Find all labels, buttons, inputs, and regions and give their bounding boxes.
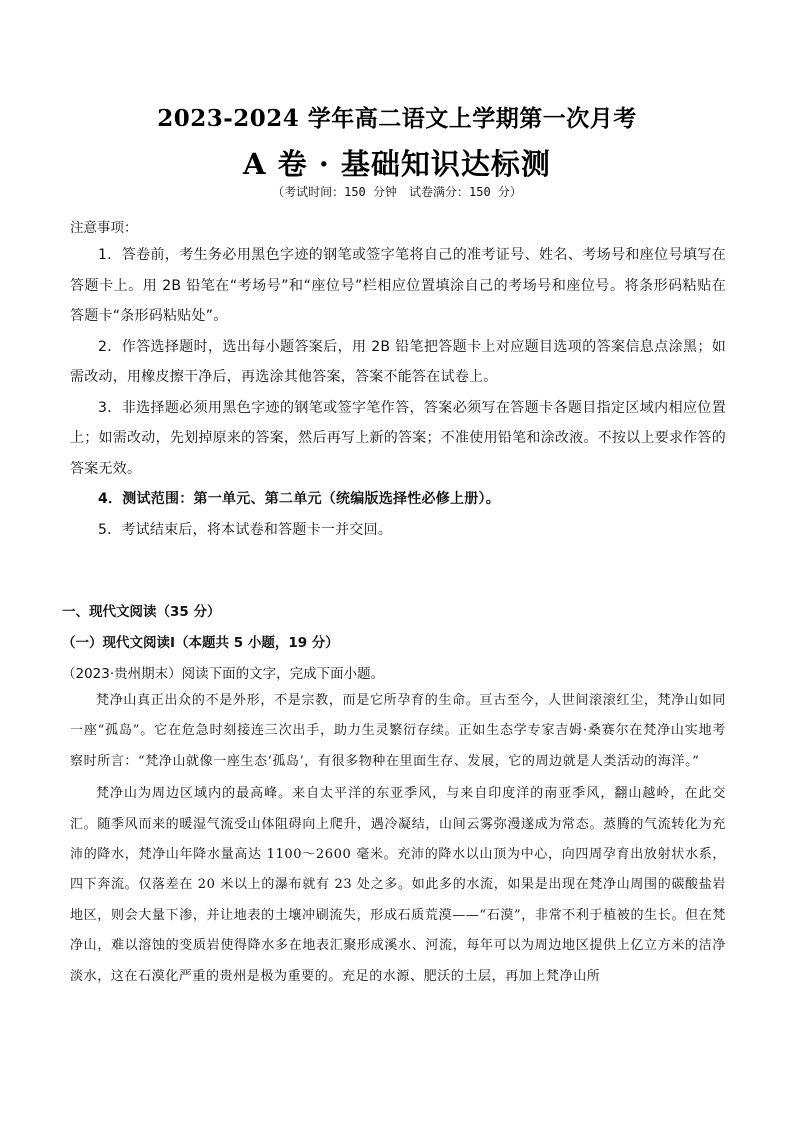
- section-heading: 一、现代文阅读（35 分）: [62, 604, 221, 620]
- notice-item-4: 4．测试范围：第一单元、第二单元（统编版选择性必修上册）。: [98, 491, 500, 507]
- notice-item-5: 5．考试结束后，将本试卷和答题卡一并交回。: [98, 521, 393, 538]
- subsection-heading: （一）现代文阅读Ⅰ（本题共 5 小题，19 分）: [62, 635, 339, 651]
- exam-subtitle: A 卷 · 基础知识达标测: [243, 147, 551, 181]
- reading-instruction: （2023·贵州期末）阅读下面的文字，完成下面小题。: [62, 666, 385, 682]
- reading-passage: [70, 686, 726, 994]
- notice-item-3: 3．非选择题必须用黑色字迹的钢笔或签字笔作答，答案必须写在答题卡各题目指定区域内相应位置上；如需改动，先划掉原来的答案，然后再写上新的答案；不准使用铅笔和涂改液。不按以上要求作答的答案无效。: [70, 399, 726, 477]
- notice-item-2: 2．作答选择题时，选出每小题答案后，用 2B 铅笔把答题卡上对应题目选项的答案信息点涂黑；如需改动，用橡皮擦干净后，再选涂其他答案，答案不能答在试卷上。: [70, 338, 726, 385]
- notice-item-1: 1．答卷前，考生务必用黑色字迹的钢笔或签字笔将自己的准考证号、姓名、考场号和座位号填写在答题卡上。用 2B 铅笔在“考场号”和“座位号”栏相应位置填涂自己的考场号和座位号。将条形码粘贴在答题卡“条形码粘贴处”。: [70, 247, 726, 324]
- exam-title: 2023-2024 学年高二语文上学期第一次月考: [157, 105, 637, 132]
- passage-paragraph-1: 梵净山真正出众的不是外形，不是宗教，而是它所孕育的生命。亘古至今，人世间滚滚红尘，梵净山如同一座“孤岛”。它在危急时刻接连三次出手，助力生灵繁衍存续。正如生态学专家吉姆·桑赛尔在梵净山实地考察时所言：“梵净山就像一座生态‘孤岛’，有很多物种在里面生存、发展，它的周边就是人类活动的海洋。”: [70, 693, 726, 769]
- exam-info: （考试时间：150 分钟 试卷满分：150 分）: [272, 185, 522, 199]
- passage-paragraph-2: 梵净山为周边区域内的最高峰。来自太平洋的东亚季风，与来自印度洋的南亚季风，翻山越岭，在此交汇。随季风而来的暖湿气流受山体阻碍向上爬升，遇冷凝结，山间云雾弥漫遂成为常态。蒸腾的气流转化为充沛的降水，梵净山年降水量高达 1100～2600 毫米。充沛的降水以山顶为中心，向四周孕育出放射状水系，四下奔流。仅落差在 20 米以上的瀑布就有 23 处之多。如此多的水流，如果是出现在梵净山周围的碳酸盐岩地区，则会大量下渗，并让地表的土壤冲刷流失，形成石质荒漠——“石漠”，非常不利于植被的生长。但在梵净山，难以溶蚀的变质岩使得降水多在地表汇聚形成溪水、河流，每年可以为周边地区提供上亿立方米的洁净淡水，这在石漠化严重的贵州是极为重要的。充足的水源、肥沃的土层，再加上梵净山所: [70, 786, 726, 984]
- notice-list: [70, 240, 726, 545]
- notice-heading: 注意事项：: [70, 220, 138, 236]
